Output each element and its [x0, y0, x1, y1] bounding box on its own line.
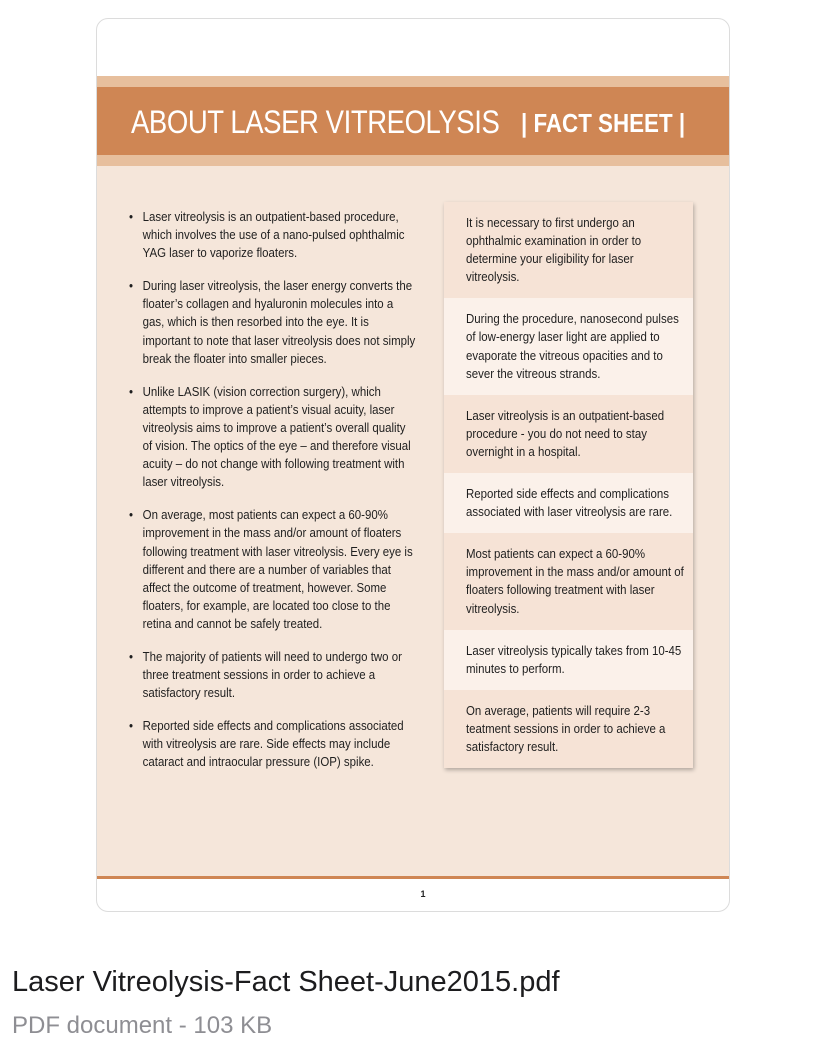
bullet-item: • Reported side effects and complications associated with vitreolysis are rare. Side effects may include cataract and intraocular pressure (IOP) spike.	[129, 717, 416, 771]
fact-text: Reported side effects and complications associated with laser vitreolysis are rare.	[466, 487, 673, 520]
bullet-item: • The majority of patients will need to undergo two or three treatment sessions in order to achieve a satisfactory result.	[129, 648, 416, 702]
page-number: 1	[420, 889, 426, 899]
file-name[interactable]: Laser Vitreolysis-Fact Sheet-June2015.pdf	[12, 966, 560, 998]
bullet-item: • Unlike LASIK (vision correction surgery), which attempts to improve a patient’s visual acuity, laser vitreolysis aims to improve a patient’s overall quality of vision. The optics of the eye – and therefore visual acuity – do not change with following treatment with laser vitreolysis.	[129, 383, 416, 492]
header-band-top-stripe	[97, 76, 729, 87]
document-title: ABOUT LASER VITREOLYSIS	[131, 104, 500, 140]
fact-item	[444, 202, 693, 298]
fact-text: Laser vitreolysis typically takes from 10-45 minutes to perform.	[466, 643, 682, 676]
header-band-bottom-stripe	[97, 155, 729, 166]
file-meta: PDF document - 103 KB	[12, 1012, 273, 1039]
pdf-page	[97, 19, 729, 911]
pdf-preview-thumbnail[interactable]	[96, 18, 730, 912]
bullet-item: • During laser vitreolysis, the laser energy converts the floater’s collagen and hyaluronin molecules into a gas, which is then resorbed into the eye. It is important to note that laser vitreolysis does not simply break the floater into smaller pieces.	[129, 277, 416, 367]
fact-item	[444, 690, 693, 768]
fact-text: During the procedure, nanosecond pulses of low-energy laser light are applied to evaporate the vitreous opacities and to sever the vitreous strands.	[466, 312, 679, 381]
fact-text: Most patients can expect a 60-90% improvement in the mass and/or amount of floaters following treatment with laser vitreolysis.	[466, 547, 684, 616]
fact-box	[444, 202, 693, 768]
fact-text: On average, patients will require 2-3 teatment sessions in order to achieve a satisfactory result.	[466, 703, 666, 754]
footer-divider	[97, 876, 729, 879]
fact-item	[444, 533, 693, 629]
bullet-list	[129, 208, 416, 787]
document-subtitle: | FACT SHEET |	[521, 108, 686, 138]
fact-item	[444, 298, 693, 394]
fact-item	[444, 473, 693, 533]
bullet-item: • Laser vitreolysis is an outpatient-based procedure, which involves the use of a nano-pulsed ophthalmic YAG laser to vaporize floaters.	[129, 208, 416, 262]
bullet-item: • On average, most patients can expect a 60-90% improvement in the mass and/or amount of floaters following treatment with laser vitreolysis. Every eye is different and there are a number of variables that affect the outcome of treatment, however. Some floaters, for example, are located too close to the retina and cannot be safely treated.	[129, 506, 416, 633]
fact-item	[444, 395, 693, 473]
fact-item	[444, 630, 693, 690]
fact-text: It is necessary to first undergo an ophthalmic examination in order to determine your eligibility for laser vitreolysis.	[466, 216, 642, 285]
fact-text: Laser vitreolysis is an outpatient-based procedure - you do not need to stay overnight in a hospital.	[466, 408, 665, 459]
